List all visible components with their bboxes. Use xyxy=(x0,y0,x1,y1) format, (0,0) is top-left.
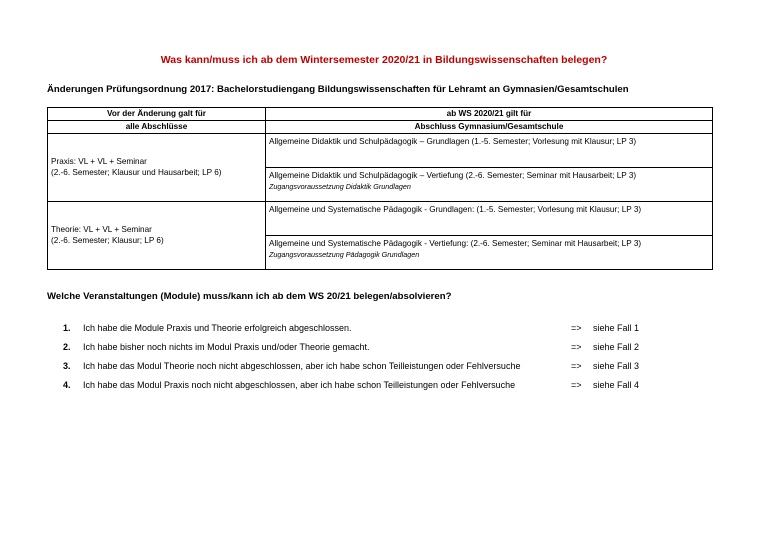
case-text: Ich habe bisher noch nichts im Modul Praxis und/oder Theorie gemacht. xyxy=(83,341,370,352)
case-number: 3. xyxy=(63,360,71,371)
arrow-symbol: => xyxy=(571,360,582,371)
header-new-scope: Abschluss Gymnasium/Gesamtschule xyxy=(266,121,713,134)
page-title: Was kann/muss ich ab dem Wintersemester 2020/21 in Bildungswissenschaften belegen? xyxy=(160,54,608,66)
section-heading: Änderungen Prüfungsordnung 2017: Bachelorstudiengang Bildungswissenschaften für Lehramt an Gymnasien/Gesamtschulen xyxy=(47,84,629,95)
table-header-row xyxy=(48,108,713,121)
case-number: 4. xyxy=(63,379,71,390)
case-list xyxy=(63,318,683,394)
old-module-theorie xyxy=(48,202,266,270)
regulation-change-table xyxy=(47,107,713,270)
case-text: Ich habe das Modul Praxis noch nicht abgeschlossen, aber ich habe schon Teilleistungen oder Fehlversuche xyxy=(83,379,516,390)
arrow-symbol: => xyxy=(571,379,582,390)
list-item xyxy=(63,337,683,356)
new-module-cell xyxy=(266,134,713,168)
new-module-text: Allgemeine Didaktik und Schulpädagogik – Vertiefung (2.-6. Semester; Seminar mit Hausarbeit; LP 3) xyxy=(269,171,637,180)
case-reference: siehe Fall 3 xyxy=(593,360,640,371)
new-module-cell xyxy=(266,202,713,236)
case-reference: siehe Fall 1 xyxy=(593,322,640,333)
list-item xyxy=(63,356,683,375)
list-item xyxy=(63,375,683,394)
question-heading: Welche Veranstaltungen (Module) muss/kann ich ab dem WS 20/21 belegen/absolvieren? xyxy=(47,291,452,302)
case-number: 2. xyxy=(63,341,71,352)
case-reference: siehe Fall 2 xyxy=(593,341,640,352)
new-module-cell xyxy=(266,236,713,270)
header-old: Vor der Änderung galt für xyxy=(48,108,266,121)
case-number: 1. xyxy=(63,322,71,333)
new-module-cell xyxy=(266,168,713,202)
old-module-name: Praxis: VL + VL + Seminar xyxy=(51,157,147,167)
header-new: ab WS 2020/21 gilt für xyxy=(266,108,713,121)
header-old-scope: alle Abschlüsse xyxy=(48,121,266,134)
old-module-name: Theorie: VL + VL + Seminar xyxy=(51,225,152,235)
prerequisite-note: Zugangsvoraussetzung Pädagogik Grundlagen xyxy=(269,250,420,260)
case-reference: siehe Fall 4 xyxy=(593,379,640,390)
case-text: Ich habe das Modul Theorie noch nicht abgeschlossen, aber ich habe schon Teilleistungen oder Fehlversuche xyxy=(83,360,521,371)
list-item xyxy=(63,318,683,337)
arrow-symbol: => xyxy=(571,341,582,352)
old-module-praxis xyxy=(48,134,266,202)
new-module-text: Allgemeine Didaktik und Schulpädagogik – Grundlagen (1.-5. Semester; Vorlesung mit Klausur; LP 3) xyxy=(269,137,637,146)
new-module-text: Allgemeine und Systematische Pädagogik - Grundlagen: (1.-5. Semester; Vorlesung mit Klausur; LP 3) xyxy=(269,205,642,214)
prerequisite-note: Zugangsvoraussetzung Didaktik Grundlagen xyxy=(269,182,411,192)
case-text: Ich habe die Module Praxis und Theorie erfolgreich abgeschlossen. xyxy=(83,322,352,333)
table-row xyxy=(48,134,713,168)
table-header-row xyxy=(48,121,713,134)
new-module-text: Allgemeine und Systematische Pädagogik - Vertiefung: (2.-6. Semester; Seminar mit Hausarbeit; LP 3) xyxy=(269,239,642,248)
old-module-details: (2.-6. Semester; Klausur und Hausarbeit; LP 6) xyxy=(51,167,222,177)
table-row xyxy=(48,202,713,236)
arrow-symbol: => xyxy=(571,322,582,333)
old-module-details: (2.-6. Semester; Klausur; LP 6) xyxy=(51,235,164,245)
